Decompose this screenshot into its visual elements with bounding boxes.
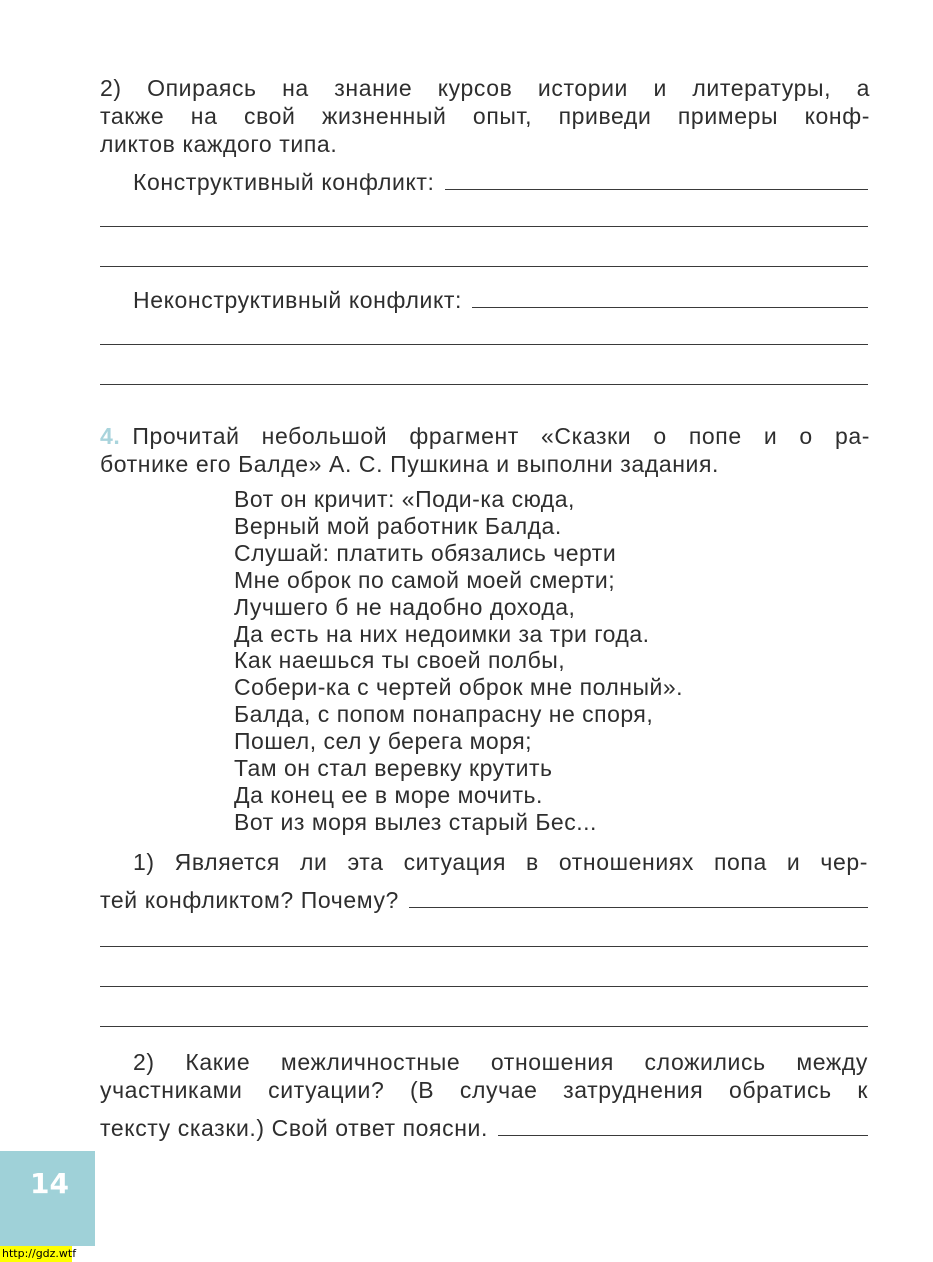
poem-line: Мне оброк по самой моей смерти; [234,566,616,593]
poem-line: Слушай: платить обязались черти [234,539,617,566]
question2-line-2: участниками ситуации? (В случае затруднения обратись к [100,1077,868,1103]
answer-line[interactable] [100,266,868,267]
question1-line-1: 1) Является ли эта ситуация в отношениях попа и чер- [133,849,868,875]
poem-line: Лучшего б не надобно дохода, [234,593,576,620]
answer-line[interactable] [100,946,868,947]
question1-answer-line[interactable] [409,907,868,908]
poem-line: Там он стал веревку крутить [234,755,553,782]
answer-line[interactable] [100,1026,868,1027]
task4-line-1 [100,422,870,450]
question1-line-2: тей конфликтом? Почему? [100,887,399,913]
poem-line: Как наешься ты своей полбы, [234,647,566,674]
nonconstructive-conflict-row [133,284,868,314]
question2-line-1: 2) Какие межличностные отношения сложились между [133,1049,868,1075]
answer-line[interactable] [100,226,868,227]
page-number: 14 [30,1167,69,1200]
question2-line-3: тексту сказки.) Свой ответ поясни. [100,1115,488,1141]
constructive-conflict-row [133,166,868,196]
poem-line: Пошел, сел у берега моря; [234,728,533,755]
task4-text: Прочитай небольшой фрагмент «Сказки о попе и о ра- [132,423,870,449]
question2-answer-line[interactable] [498,1135,868,1136]
question2-row [100,1112,868,1142]
poem-line: Да конец ее в море мочить. [234,781,543,808]
poem-line: Собери-ка с чертей оброк мне полный». [234,674,684,701]
poem-line: Да есть на них недоимки за три года. [234,620,650,647]
poem-line: Балда, с попом понапрасну не споря, [234,701,654,728]
nonconstructive-conflict-answer-line[interactable] [472,307,868,308]
poem-line: Вот из моря вылез старый Бес... [234,808,597,835]
answer-line[interactable] [100,384,868,385]
poem-line: Верный мой работник Балда. [234,512,562,539]
poem-excerpt [234,486,683,836]
question1-row [100,884,868,914]
task4-line-2: ботнике его Балде» А. С. Пушкина и выполни задания. [100,451,720,477]
page-number-badge [0,1151,95,1246]
poem-line: Вот он кричит: «Поди-ка сюда, [234,486,575,512]
nonconstructive-conflict-label: Неконструктивный конфликт: [133,287,463,313]
answer-line[interactable] [100,344,868,345]
intro-line-3: ликтов каждого типа. [100,131,338,157]
task4-number: 4. [100,423,121,449]
constructive-conflict-answer-line[interactable] [445,189,869,190]
constructive-conflict-label: Конструктивный конфликт: [133,169,435,195]
watermark-link[interactable]: http://gdz.wtf [2,1247,77,1260]
intro-line-1: 2) Опираясь на знание курсов истории и литературы, а [100,75,870,101]
answer-line[interactable] [100,986,868,987]
intro-line-2: также на свой жизненный опыт, приведи примеры конф- [100,103,870,129]
